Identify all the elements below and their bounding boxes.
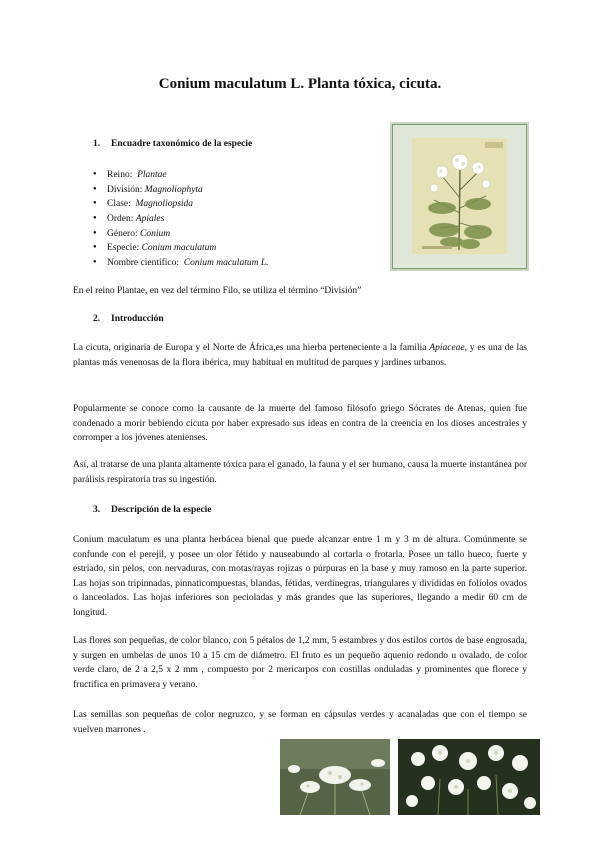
document-title: Conium maculatum L. Planta tóxica, cicuta. [158, 76, 442, 92]
description-paragraph-1: Conium maculatum es una planta herbácea bienal que puede alcanzar entre 1 m y 3 m de altura. Comúnmente se confunde con el perejil, y posee un olor fétido y nauseabundo al cortarla o frotarla. Posee un tallo hueco, fuerte y estriado, sin pelos, con nervaduras, con motas/rayas rojizas o púrpuras en la base y muy ramoso en la parte superior. Las hojas son tripinnadas, pinnaticompuestas, blandas, fétidas, verdinegras, triangulares y divididas en folíolos ovados o lanceolados. Las hojas inferiores son pecioladas y más grandes que las superiores, llegando a medir 60 cm de longitud. [73, 535, 527, 618]
taxonomy-note: En el reino Plantae, en vez del término Filo, se utiliza el término “División” [73, 286, 362, 296]
illustration-plate [412, 138, 507, 254]
section-3-heading [93, 505, 212, 515]
list-item: ● Reino: Plantae [93, 167, 268, 182]
description-paragraph-2: Las flores son pequeñas, de color blanco, con 5 pétalos de 1,2 mm, 5 estambres y dos estilos cortos de base engrosada, y surgen en umbelas de unos 10 a 15 cm de diámetro. El fruto es un pequeño aquenio redondo u ovalado, de color verde claro, de 2 a 2,5 x 2 mm , compuesto por 2 mericarpos con costillas onduladas y prominentes que florece y fructifica en primavera y verano. [73, 636, 527, 690]
section-2-heading [93, 314, 164, 324]
section-1-heading [93, 139, 252, 149]
section-3-number: 3. [93, 505, 101, 515]
umbel-photo-2 [398, 739, 540, 815]
list-item: ● Género: Conium [93, 226, 268, 241]
section-1-title: Encuadre taxonómico de la especie [111, 139, 253, 149]
section-2-number: 2. [93, 314, 101, 324]
hemlock-illustration [412, 138, 507, 254]
intro-paragraph-1: La cicuta, originaria de Europa y el Norte de África,es una hierba perteneciente a la familia Apiaceae, y es una de las plantas más venenosas de la flora ibérica, muy habitual en multitud de parques y jardines urbanos. [73, 343, 528, 368]
section-1-number: 1. [93, 139, 101, 149]
taxonomy-list [93, 167, 268, 270]
section-3-title: Descripción de la especie [111, 505, 212, 515]
intro-paragraph-2: Popularmente se conoce como la causante de la muerte del famoso filósofo griego Sócrates de Atenas, quien fue condenado a morir bebiendo cicuta por haber expresado sus ideas en contra de la creencia en los dioses ancestrales y corromper a los jóvenes atenienses. [73, 404, 527, 444]
list-item: ● Nombre científico: Conium maculatum L. [93, 255, 268, 270]
description-paragraph-3: Las semillas son pequeñas de color negruzco, y se forman en cápsulas verdes y acanaladas que con el tiempo se vuelven marrones . [73, 710, 527, 735]
umbel-photo-1 [280, 739, 390, 815]
section-2-title: Introducción [111, 314, 164, 324]
list-item: ● División: Magnoliophyta [93, 182, 268, 197]
list-item: ● Orden: Apiales [93, 211, 268, 226]
botanical-illustration [392, 124, 527, 269]
intro-paragraph-3: Así, al tratarse de una planta altamente tóxica para el ganado, la fauna y el ser humano, causa la muerte instantánea por parálisis respiratoria tras su ingestión. [73, 460, 527, 485]
list-item: ● Especie: Conium maculatum [93, 240, 268, 255]
flower-photo-1 [280, 739, 390, 815]
list-item: ● Clase: Magnoliopsida [93, 196, 268, 211]
flower-photo-2 [398, 739, 540, 815]
